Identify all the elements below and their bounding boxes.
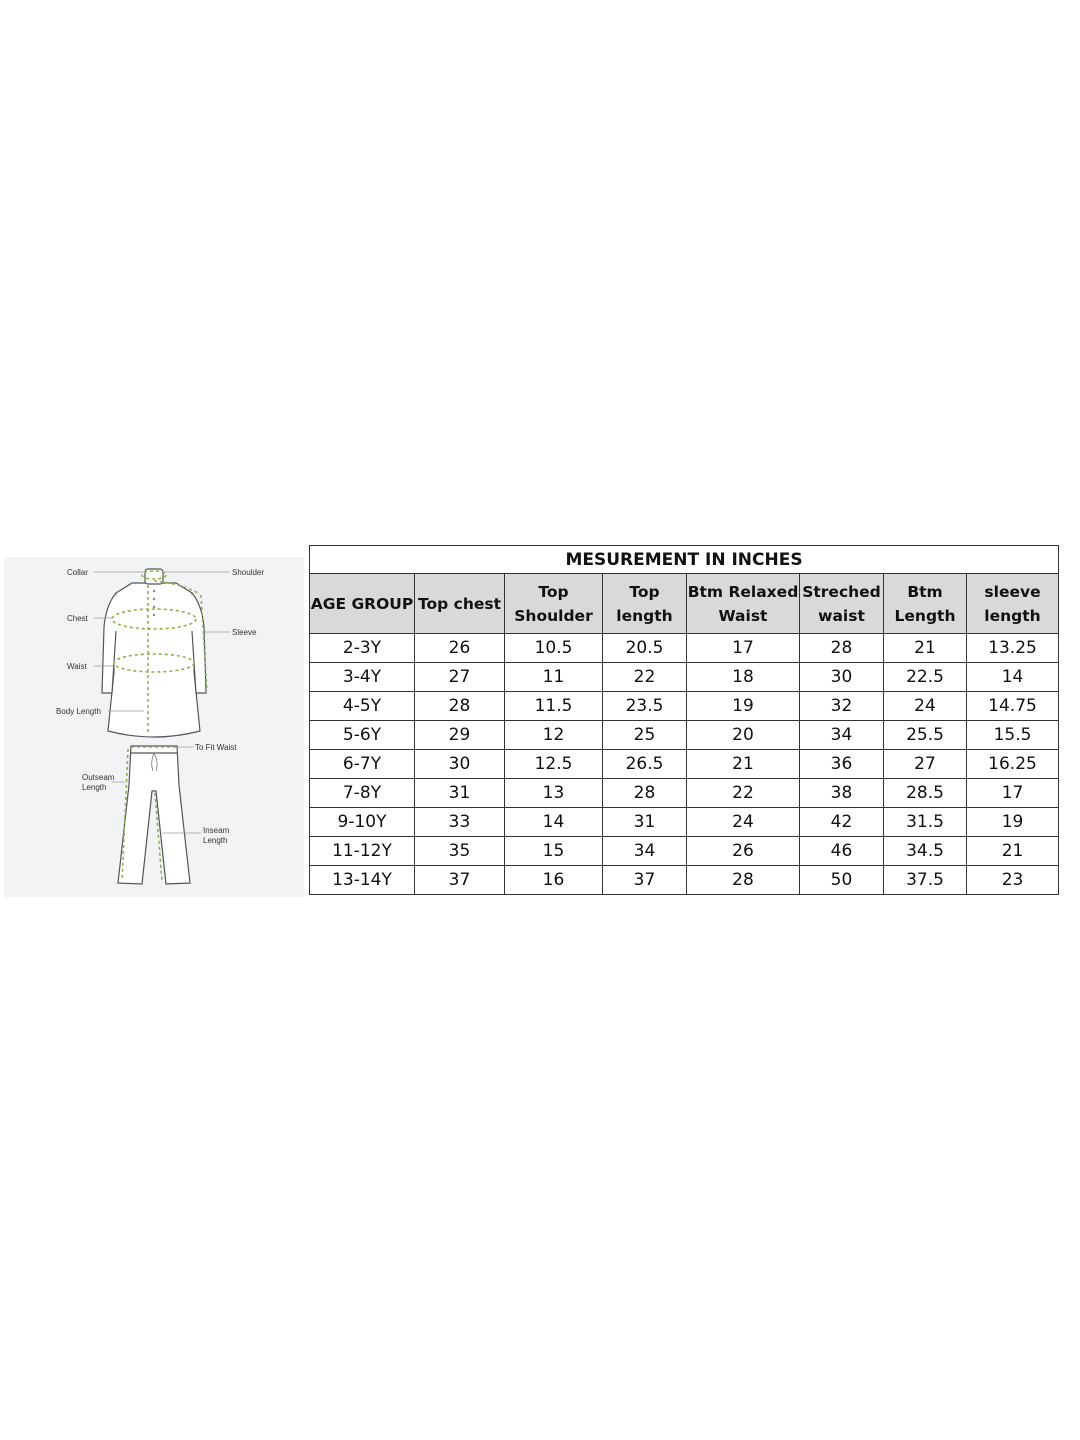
cell-age-group: 4-5Y bbox=[310, 692, 415, 721]
cell-streched-waist: 32 bbox=[800, 692, 884, 721]
table-row bbox=[310, 779, 1059, 808]
header-line: Top chest bbox=[417, 594, 502, 613]
cell-age-group: 7-8Y bbox=[310, 779, 415, 808]
table-row bbox=[310, 692, 1059, 721]
kurta-outline bbox=[102, 569, 206, 737]
cell-age-group: 13-14Y bbox=[310, 866, 415, 895]
cell-btm-length: 31.5 bbox=[884, 808, 967, 837]
label-inseam-line1: Inseam bbox=[203, 826, 230, 835]
cell-top-shoulder: 11.5 bbox=[505, 692, 603, 721]
cell-top-length: 34 bbox=[603, 837, 687, 866]
header-line: Length bbox=[894, 606, 956, 625]
cell-streched-waist: 46 bbox=[800, 837, 884, 866]
cell-btm-length: 28.5 bbox=[884, 779, 967, 808]
label-to-fit-waist: To Fit Waist bbox=[195, 743, 237, 752]
label-outseam-line1: Outseam bbox=[82, 773, 115, 782]
cell-btm-relaxed-waist: 24 bbox=[687, 808, 800, 837]
cell-top-length: 26.5 bbox=[603, 750, 687, 779]
table-row bbox=[310, 866, 1059, 895]
cell-btm-length: 24 bbox=[884, 692, 967, 721]
cell-sleeve-length: 23 bbox=[967, 866, 1059, 895]
table-row bbox=[310, 721, 1059, 750]
cell-streched-waist: 28 bbox=[800, 634, 884, 663]
header-btm-length bbox=[884, 574, 967, 634]
label-outseam-line2: Length bbox=[82, 783, 107, 792]
cell-btm-relaxed-waist: 20 bbox=[687, 721, 800, 750]
cell-sleeve-length: 16.25 bbox=[967, 750, 1059, 779]
cell-streched-waist: 36 bbox=[800, 750, 884, 779]
cell-top-chest: 26 bbox=[415, 634, 505, 663]
header-line: Shoulder bbox=[514, 606, 593, 625]
header-age-group bbox=[310, 574, 415, 634]
cell-btm-length: 37.5 bbox=[884, 866, 967, 895]
cell-btm-relaxed-waist: 17 bbox=[687, 634, 800, 663]
garment-measurement-diagram bbox=[4, 557, 304, 897]
cell-streched-waist: 42 bbox=[800, 808, 884, 837]
cell-top-chest: 37 bbox=[415, 866, 505, 895]
cell-top-shoulder: 11 bbox=[505, 663, 603, 692]
label-shoulder: Shoulder bbox=[232, 568, 265, 577]
cell-top-chest: 31 bbox=[415, 779, 505, 808]
cell-age-group: 2-3Y bbox=[310, 634, 415, 663]
header-streched-waist bbox=[800, 574, 884, 634]
table-row bbox=[310, 750, 1059, 779]
cell-btm-relaxed-waist: 26 bbox=[687, 837, 800, 866]
header-line: waist bbox=[818, 606, 865, 625]
cell-top-shoulder: 10.5 bbox=[505, 634, 603, 663]
table-title-row bbox=[310, 546, 1059, 574]
cell-sleeve-length: 14.75 bbox=[967, 692, 1059, 721]
cell-top-chest: 29 bbox=[415, 721, 505, 750]
header-line: length bbox=[984, 606, 1041, 625]
cell-top-length: 37 bbox=[603, 866, 687, 895]
cell-age-group: 11-12Y bbox=[310, 837, 415, 866]
label-collar: Collar bbox=[67, 568, 88, 577]
cell-btm-length: 27 bbox=[884, 750, 967, 779]
cell-top-chest: 27 bbox=[415, 663, 505, 692]
label-chest: Chest bbox=[67, 614, 88, 623]
cell-streched-waist: 34 bbox=[800, 721, 884, 750]
cell-top-length: 23.5 bbox=[603, 692, 687, 721]
cell-top-chest: 30 bbox=[415, 750, 505, 779]
cell-top-shoulder: 14 bbox=[505, 808, 603, 837]
cell-sleeve-length: 17 bbox=[967, 779, 1059, 808]
header-line: Streched bbox=[802, 582, 881, 601]
cell-btm-length: 25.5 bbox=[884, 721, 967, 750]
cell-top-shoulder: 12.5 bbox=[505, 750, 603, 779]
header-btm-relaxed-waist bbox=[687, 574, 800, 634]
cell-top-length: 28 bbox=[603, 779, 687, 808]
header-top-chest bbox=[415, 574, 505, 634]
header-sleeve-length bbox=[967, 574, 1059, 634]
cell-age-group: 9-10Y bbox=[310, 808, 415, 837]
cell-top-shoulder: 16 bbox=[505, 866, 603, 895]
cell-top-length: 25 bbox=[603, 721, 687, 750]
table-row bbox=[310, 837, 1059, 866]
cell-age-group: 5-6Y bbox=[310, 721, 415, 750]
cell-btm-relaxed-waist: 22 bbox=[687, 779, 800, 808]
cell-top-length: 20.5 bbox=[603, 634, 687, 663]
header-line: Top bbox=[538, 582, 569, 601]
cell-btm-relaxed-waist: 18 bbox=[687, 663, 800, 692]
table-header-row bbox=[310, 574, 1059, 634]
table-row bbox=[310, 634, 1059, 663]
header-line: Top bbox=[629, 582, 660, 601]
cell-top-shoulder: 13 bbox=[505, 779, 603, 808]
cell-btm-relaxed-waist: 28 bbox=[687, 866, 800, 895]
cell-top-shoulder: 12 bbox=[505, 721, 603, 750]
cell-sleeve-length: 13.25 bbox=[967, 634, 1059, 663]
cell-top-chest: 35 bbox=[415, 837, 505, 866]
label-sleeve: Sleeve bbox=[232, 628, 257, 637]
cell-top-length: 31 bbox=[603, 808, 687, 837]
cell-top-length: 22 bbox=[603, 663, 687, 692]
pajama-outline bbox=[118, 746, 190, 884]
cell-top-chest: 28 bbox=[415, 692, 505, 721]
header-top-length bbox=[603, 574, 687, 634]
cell-sleeve-length: 21 bbox=[967, 837, 1059, 866]
header-line: sleeve bbox=[984, 582, 1041, 601]
table-title: MESUREMENT IN INCHES bbox=[310, 546, 1059, 574]
label-inseam-line2: Length bbox=[203, 836, 228, 845]
cell-btm-length: 22.5 bbox=[884, 663, 967, 692]
cell-sleeve-length: 15.5 bbox=[967, 721, 1059, 750]
cell-streched-waist: 30 bbox=[800, 663, 884, 692]
cell-top-shoulder: 15 bbox=[505, 837, 603, 866]
cell-streched-waist: 50 bbox=[800, 866, 884, 895]
cell-sleeve-length: 19 bbox=[967, 808, 1059, 837]
label-waist: Waist bbox=[67, 662, 87, 671]
header-line: Btm Relaxed bbox=[687, 582, 799, 601]
cell-age-group: 6-7Y bbox=[310, 750, 415, 779]
cell-top-chest: 33 bbox=[415, 808, 505, 837]
table-row bbox=[310, 663, 1059, 692]
table-row bbox=[310, 808, 1059, 837]
cell-btm-relaxed-waist: 19 bbox=[687, 692, 800, 721]
header-top-shoulder bbox=[505, 574, 603, 634]
header-line: AGE GROUP bbox=[310, 594, 414, 613]
cell-btm-length: 34.5 bbox=[884, 837, 967, 866]
size-chart-table bbox=[309, 545, 1059, 895]
label-body-length: Body Length bbox=[56, 707, 101, 716]
header-line: Btm bbox=[907, 582, 943, 601]
header-line: Waist bbox=[718, 606, 768, 625]
cell-streched-waist: 38 bbox=[800, 779, 884, 808]
cell-sleeve-length: 14 bbox=[967, 663, 1059, 692]
header-line: length bbox=[616, 606, 673, 625]
cell-age-group: 3-4Y bbox=[310, 663, 415, 692]
cell-btm-relaxed-waist: 21 bbox=[687, 750, 800, 779]
cell-btm-length: 21 bbox=[884, 634, 967, 663]
kurta-pajama-illustration bbox=[4, 557, 304, 897]
